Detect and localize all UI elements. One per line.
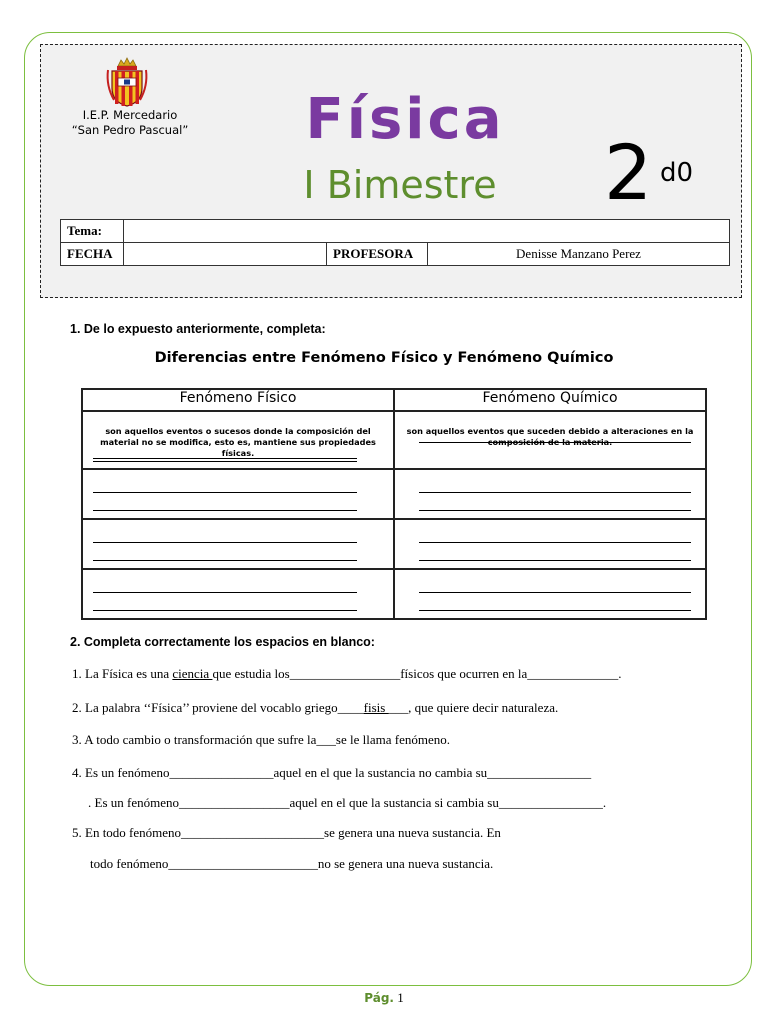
sentence-1-start: 1. La Física es una (72, 666, 173, 681)
def-cell-fisico (82, 411, 394, 469)
sentence-4a: 4. Es un fenómeno________________aquel en el que la sustancia no cambia su________________ (72, 765, 592, 780)
answer-cell[interactable] (394, 469, 706, 519)
answer-cell[interactable] (82, 519, 394, 569)
fecha-label: FECHA (61, 243, 124, 266)
profesora-value: Denisse Manzano Perez (428, 243, 730, 266)
sentence-2-end: ___, que quiere decir naturaleza. (388, 700, 559, 715)
page-title: Física (305, 87, 505, 152)
sentence-1-end: que estudia los_________________físicos que ocurren en la______________. (212, 666, 622, 681)
sentence-1 (72, 666, 622, 682)
sentence-3: 3. A todo cambio o transformación que sufre la___se le llama fenómeno. (72, 732, 450, 747)
answer-cell[interactable] (394, 569, 706, 619)
def-fisico: son aquellos eventos o sucesos donde la composición del material no se modifica, esto es, mantiene sus propiedades físicas. (100, 426, 376, 458)
school-line-2: “San Pedro Pascual” (71, 123, 189, 137)
page-footer (0, 990, 768, 1006)
tema-label: Tema: (61, 220, 124, 243)
sentence-4b: . Es un fenómeno_________________aquel en el que la sustancia si cambia su________________. (88, 795, 607, 810)
col-header-fisico: Fenómeno Físico (82, 389, 394, 411)
sentence-2-start: 2. La palabra ‘‘Física’’ proviene del vocablo griego____ (72, 700, 364, 715)
answer-cell[interactable] (82, 569, 394, 619)
question-2-prompt: 2. Completa correctamente los espacios en blanco: (70, 635, 375, 649)
page-subtitle: I Bimestre (303, 163, 497, 207)
col-header-quimico: Fenómeno Químico (394, 389, 706, 411)
answer-cell[interactable] (82, 469, 394, 519)
question-1-prompt: 1. De lo expuesto anteriormente, completa: (70, 322, 326, 336)
answer-line[interactable] (93, 458, 357, 459)
answer-line[interactable] (419, 442, 691, 443)
comparison-table (81, 388, 707, 620)
tema-field[interactable] (124, 220, 730, 243)
def-cell-quimico (394, 411, 706, 469)
info-table (60, 219, 730, 266)
profesora-label: PROFESORA (327, 243, 428, 266)
sentence-5b: todo fenómeno_______________________no se genera una nueva sustancia. (90, 856, 494, 871)
page-number: 1 (397, 990, 404, 1005)
grade-number: 2 (604, 128, 653, 217)
comparison-title: Diferencias entre Fenómeno Físico y Fenómeno Químico (154, 350, 614, 366)
school-crest-icon (104, 56, 150, 108)
school-name (60, 108, 200, 138)
def-quimico: son aquellos eventos que suceden debido a alteraciones en la composición de la materia. (406, 426, 694, 447)
sentence-2 (72, 700, 558, 716)
sentence-5a: 5. En todo fenómeno______________________se genera una nueva sustancia. En (72, 825, 501, 840)
school-line-1: I.E.P. Mercedario (82, 108, 178, 122)
page-label: Pág. (364, 991, 394, 1005)
sentence-2-answer: fisis (363, 700, 389, 715)
sentence-1-answer: ciencia (172, 666, 213, 681)
answer-line[interactable] (93, 461, 357, 462)
answer-cell[interactable] (394, 519, 706, 569)
grade-suffix: d0 (660, 158, 694, 188)
fecha-field[interactable] (124, 243, 327, 266)
